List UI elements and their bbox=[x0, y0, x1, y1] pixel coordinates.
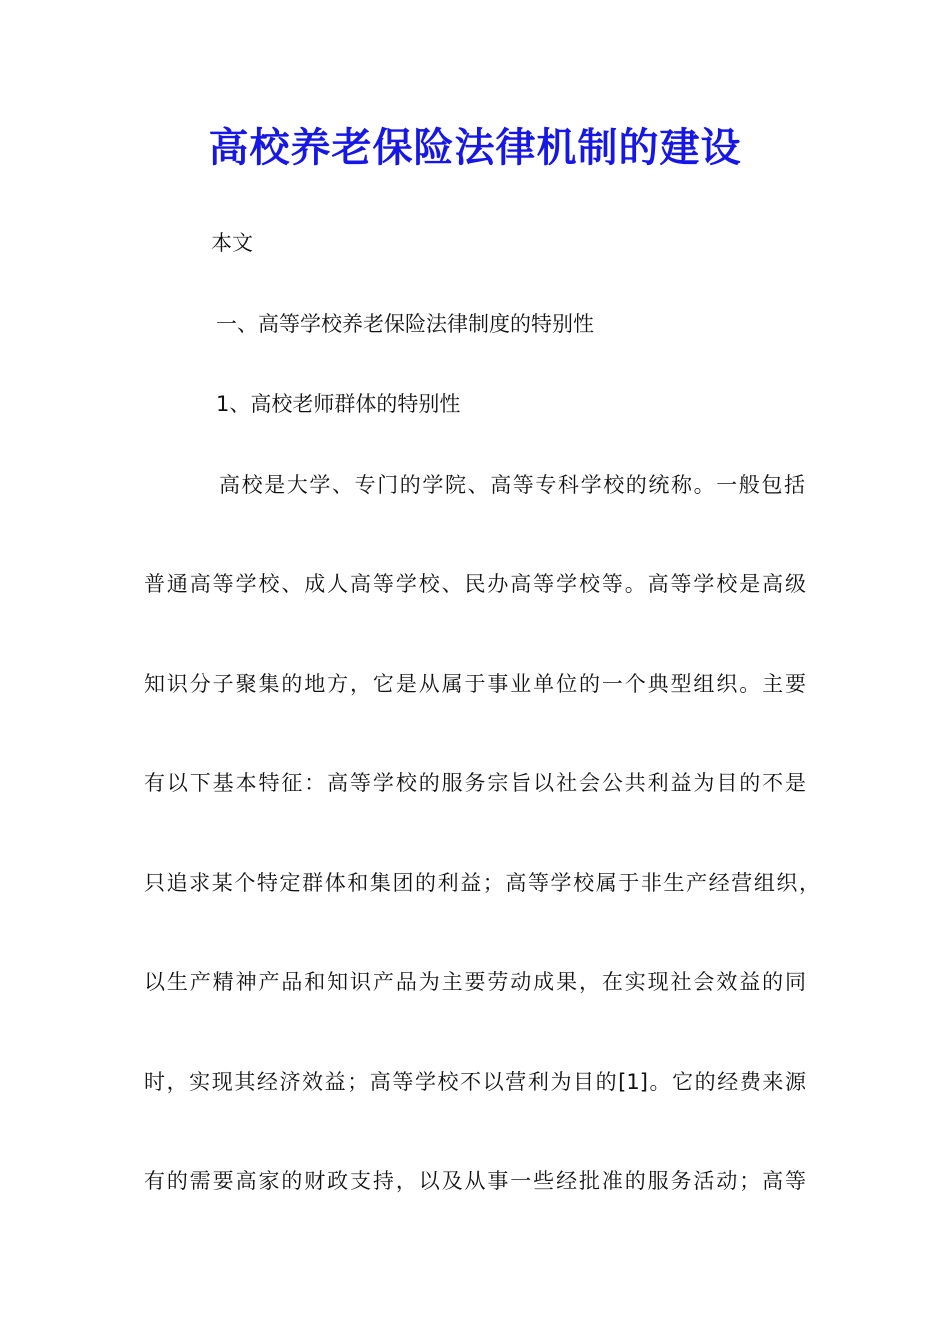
document-label: 本文 bbox=[211, 231, 253, 255]
paragraph-line: 普通高等学校、成人高等学校、民办高等学校等。高等学校是高级 bbox=[144, 572, 806, 596]
paragraph-line: 知识分子聚集的地方，它是从属于事业单位的一个典型组织。主要 bbox=[144, 672, 806, 696]
paragraph-line: 有的需要高家的财政支持，以及从事一些经批准的服务活动；高等 bbox=[144, 1169, 806, 1193]
document-title: 高校养老保险法律机制的建设 bbox=[208, 124, 742, 171]
paragraph-line: 以生产精神产品和知识产品为主要劳动成果，在实现社会效益的同 bbox=[144, 970, 806, 994]
paragraph-line: 时，实现其经济效益；高等学校不以营利为目的[1]。它的经费来源 bbox=[144, 1070, 806, 1094]
paragraph-line: 有以下基本特征：高等学校的服务宗旨以社会公共利益为目的不是 bbox=[144, 771, 806, 795]
subsection-heading: 1、高校老师群体的特别性 bbox=[216, 392, 461, 416]
paragraph-line: 只追求某个特定群体和集团的利益；高等学校属于非生产经营组织， bbox=[144, 871, 820, 895]
section-heading: 一、高等学校养老保险法律制度的特别性 bbox=[216, 312, 594, 336]
paragraph-line: 高校是大学、专门的学院、高等专科学校的统称。一般包括 bbox=[219, 473, 805, 497]
